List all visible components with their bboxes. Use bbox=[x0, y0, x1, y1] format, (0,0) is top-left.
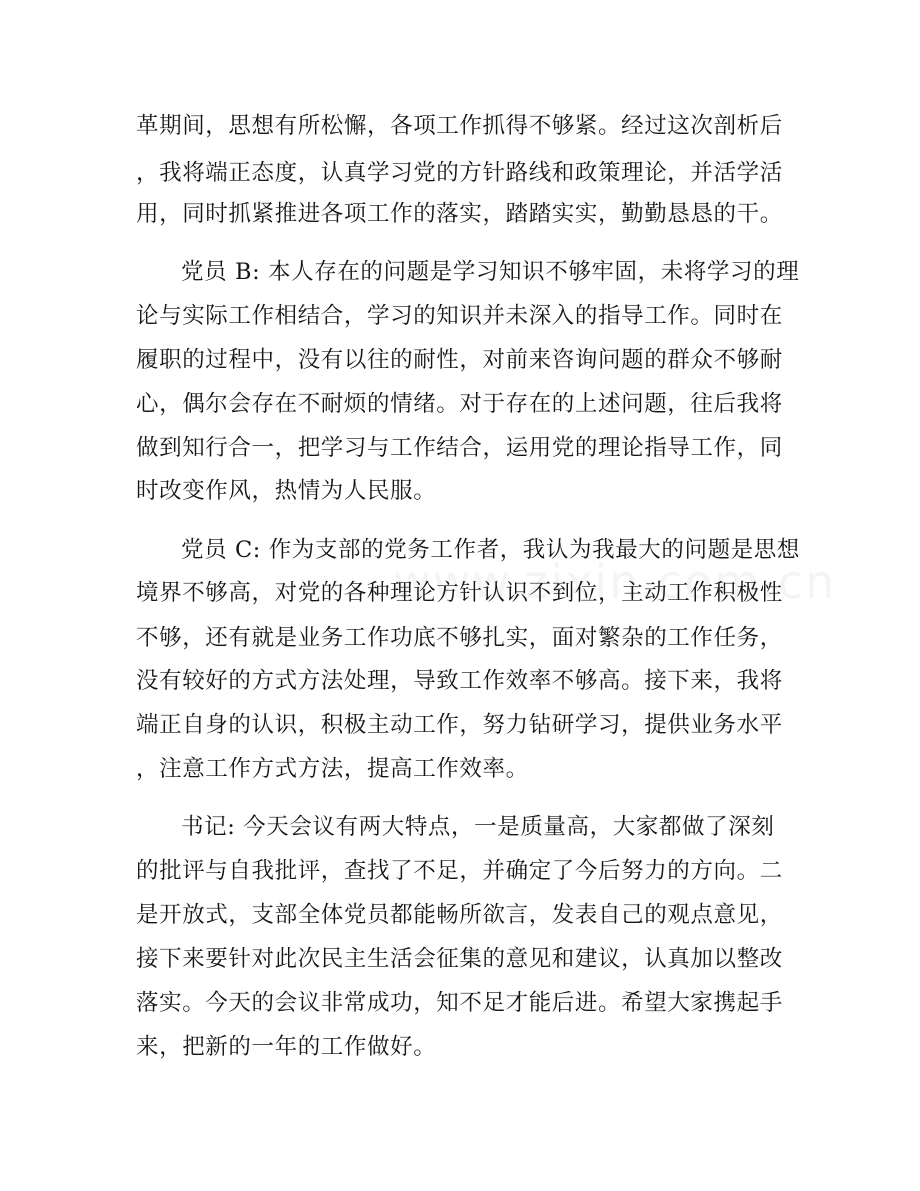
text-line: ，我将端正态度，认真学习党的方针路线和政策理论，并活学活 bbox=[136, 160, 783, 186]
text-line: 来，把新的一年的工作做好。 bbox=[136, 1034, 437, 1060]
text-line: ，注意工作方式方法，提高工作效率。 bbox=[136, 756, 529, 782]
text-line: 履职的过程中，没有以往的耐性，对前来咨询问题的群众不够耐 bbox=[136, 347, 783, 373]
text-line: 党员 B: 本人存在的问题是学习知识不够牢固，未将学习的理 bbox=[181, 259, 800, 285]
text-line: 接下来要针对此次民主生活会征集的意见和建议，认真加以整改 bbox=[136, 946, 783, 972]
text-line: 的批评与自我批评，查找了不足，并确定了今后努力的方向。二 bbox=[136, 858, 783, 884]
text-line: 书记: 今天会议有两大特点，一是质量高，大家都做了深刻 bbox=[181, 814, 775, 840]
text-line: 端正自身的认识，积极主动工作，努力钻研学习，提供业务水平 bbox=[136, 712, 783, 738]
text-line: 没有较好的方式方法处理，导致工作效率不够高。接下来，我将 bbox=[136, 668, 783, 694]
text-line: 做到知行合一，把学习与工作结合，运用党的理论指导工作，同 bbox=[136, 435, 783, 461]
text-line: 心，偶尔会存在不耐烦的情绪。对于存在的上述问题，往后我将 bbox=[136, 391, 783, 417]
text-line: 时改变作风，热情为人民服。 bbox=[136, 478, 437, 504]
text-line: 不够，还有就是业务工作功底不够扎实，面对繁杂的工作任务， bbox=[136, 625, 783, 651]
watermark bbox=[393, 555, 836, 609]
text-line: 革期间，思想有所松懈，各项工作抓得不够紧。经过这次剖析后 bbox=[136, 113, 783, 139]
text-line: 用，同时抓紧推进各项工作的落实，踏踏实实，勤勤恳恳的干。 bbox=[136, 201, 783, 227]
text-line: 境界不够高，对党的各种理论方针认识不到位，主动工作积极性 bbox=[136, 580, 783, 606]
text-line: 落实。今天的会议非常成功，知不足才能后进。希望大家携起手 bbox=[136, 990, 783, 1016]
text-line: 是开放式，支部全体党员都能畅所欲言，发表自己的观点意见， bbox=[136, 902, 783, 928]
text-line: 论与实际工作相结合，学习的知识并未深入的指导工作。同时在 bbox=[136, 303, 783, 329]
text-line: 党员 C: 作为支部的党务工作者，我认为我最大的问题是思想 bbox=[181, 537, 801, 563]
